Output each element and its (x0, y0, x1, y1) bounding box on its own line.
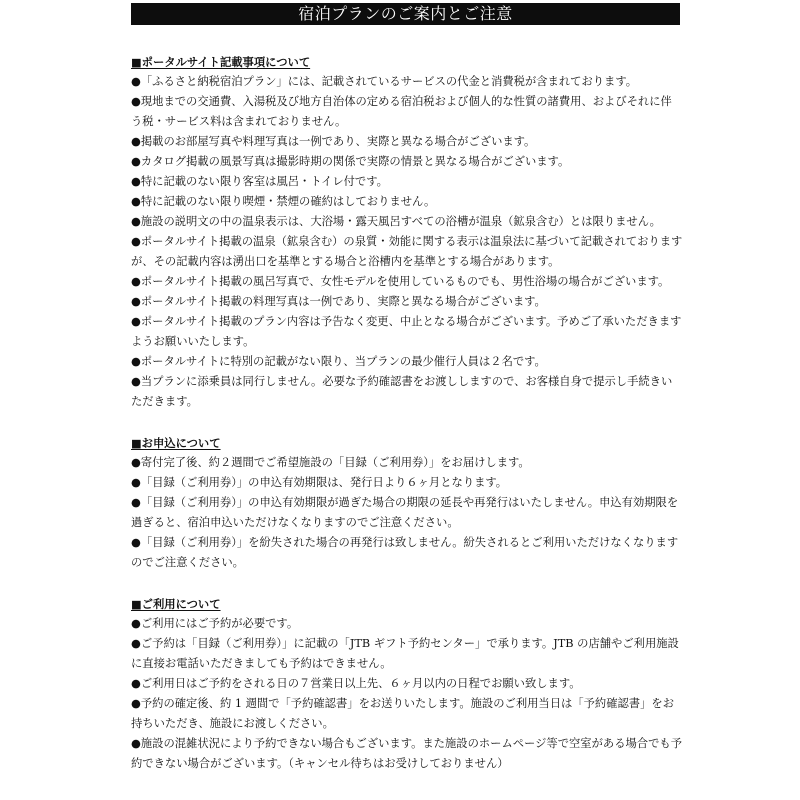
list-item (131, 272, 683, 292)
list-item (131, 614, 683, 634)
list-item-text: カタログ掲載の風景写真は撮影時期の関係で実際の情景と異なる場合がございます。 (140, 155, 570, 168)
list-item-text: 掲載のお部屋写真や料理写真は一例であり、実際と異なる場合がございます。 (140, 135, 536, 148)
list-item (131, 372, 683, 412)
list-item-text: 「ふるさと納税宿泊プラン」には、記載されているサービスの代金と消費税が含まれております。 (140, 75, 638, 88)
section-usage (131, 594, 683, 774)
notes-list (131, 453, 683, 573)
list-item-text: 現地までの交通費、入湯税及び地方自治体の定める宿泊税および個人的な性質の諸費用、およびそれに伴う税・サービス料は含まれておりません。 (131, 95, 672, 128)
list-item (131, 232, 683, 272)
list-item-text: ポータルサイト掲載の温泉（鉱泉含む）の泉質・効能に関する表示は温泉法に基づいて記載されておりますが、その記載内容は湧出口を基準とする場合と浴槽内を基準とする場合があります。 (131, 235, 683, 268)
list-item-text: ポータルサイト掲載の風呂写真で、女性モデルを使用しているものでも、男性浴場の場合がございます。 (140, 275, 670, 288)
bullet-icon: ● (131, 737, 141, 750)
bullet-icon: ● (131, 617, 141, 630)
list-item-text: 「目録（ご利用券）」を紛失された場合の再発行は致しません。紛失されるとご利用いただけなくなりますのでご注意ください。 (131, 536, 679, 569)
list-item (131, 694, 683, 734)
bullet-icon: ● (131, 536, 141, 549)
bullet-icon: ● (131, 135, 141, 148)
list-item-text: 特に記載のない限り客室は風呂・トイレ付です。 (140, 175, 388, 188)
list-item (131, 734, 683, 774)
list-item-text: ポータルサイト掲載のプラン内容は予告なく変更、中止となる場合がございます。予めご了承いただきますようお願いいたします。 (131, 315, 682, 348)
list-item (131, 493, 683, 533)
bullet-icon: ● (131, 315, 141, 328)
list-item-text: 予約の確定後、約 1 週間で「予約確認書」をお送りいたします。施設のご利用当日は「予約確認書」をお持ちいただき、施設にお渡しください。 (131, 697, 674, 730)
section-portal-site-notes (131, 52, 683, 412)
bullet-icon: ● (131, 175, 141, 188)
list-item (131, 212, 683, 232)
list-item (131, 92, 683, 132)
list-item (131, 172, 683, 192)
bullet-icon: ● (131, 375, 141, 388)
bullet-icon: ● (131, 95, 141, 108)
list-item (131, 152, 683, 172)
bullet-icon: ● (131, 215, 141, 228)
list-item-text: 寄付完了後、約２週間でご希望施設の「目録（ご利用券）」をお届けします。 (140, 456, 530, 469)
list-item-text: 「目録（ご利用券）」の申込有効期限が過ぎた場合の期限の延長や再発行はいたしません。申込有効期限を過ぎると、宿泊申込いただけなくなりますのでご注意ください。 (131, 496, 679, 529)
list-item-text: 「目録（ご利用券）」の申込有効期限は、発行日より６ヶ月となります。 (140, 476, 508, 489)
list-item (131, 312, 683, 352)
list-item-text: 当プランに添乗員は同行しません。必要な予約確認書をお渡ししますので、お客様自身で提示し手続きいただきます。 (131, 375, 673, 408)
list-item (131, 533, 683, 573)
page-title: 宿泊プランのご案内とご注意 (131, 3, 680, 25)
section-heading: ■お申込について (131, 436, 221, 450)
notes-list (131, 614, 683, 774)
bullet-icon: ● (131, 496, 141, 509)
list-item (131, 352, 683, 372)
bullet-icon: ● (131, 677, 141, 690)
bullet-icon: ● (131, 275, 141, 288)
list-item-text: ご予約は「目録（ご利用券）」に記載の「JTB ギフト予約センター」で承ります。JTB の店舗やご利用施設に直接お電話いただきましても予約はできません。 (131, 637, 679, 670)
list-item (131, 473, 683, 493)
list-item (131, 453, 683, 473)
section-application (131, 433, 683, 573)
bullet-icon: ● (131, 476, 141, 489)
list-item (131, 132, 683, 152)
list-item-text: ポータルサイト掲載の料理写真は一例であり、実際と異なる場合がございます。 (140, 295, 546, 308)
bullet-icon: ● (131, 195, 141, 208)
document-content (131, 52, 683, 774)
list-item-text: ご利用日はご予約をされる日の７営業日以上先、６ヶ月以内の日程でお願い致します。 (140, 677, 581, 690)
section-heading: ■ご利用について (131, 597, 221, 611)
bullet-icon: ● (131, 637, 141, 650)
bullet-icon: ● (131, 295, 141, 308)
list-item (131, 634, 683, 674)
bullet-icon: ● (131, 456, 141, 469)
list-item-text: 施設の説明文の中の温泉表示は、大浴場・露天風呂すべての浴槽が温泉（鉱泉含む）とは限りません。 (140, 215, 661, 228)
list-item (131, 192, 683, 212)
list-item-text: ご利用にはご予約が必要です。 (140, 617, 299, 630)
bullet-icon: ● (131, 355, 141, 368)
bullet-icon: ● (131, 697, 141, 710)
notes-list (131, 72, 683, 412)
list-item (131, 674, 683, 694)
list-item-text: 施設の混雑状況により予約できない場合もございます。また施設のホームページ等で空室がある場合でも予約できない場合がございます。（キャンセル待ちはお受けしておりません） (131, 737, 682, 770)
list-item (131, 72, 683, 92)
bullet-icon: ● (131, 75, 141, 88)
list-item (131, 292, 683, 312)
list-item-text: ポータルサイトに特別の記載がない限り、当プランの最少催行人員は２名です。 (140, 355, 546, 368)
bullet-icon: ● (131, 235, 141, 248)
section-heading: ■ポータルサイト記載事項について (131, 55, 311, 69)
bullet-icon: ● (131, 155, 141, 168)
list-item-text: 特に記載のない限り喫煙・禁煙の確約はしておりません。 (140, 195, 436, 208)
